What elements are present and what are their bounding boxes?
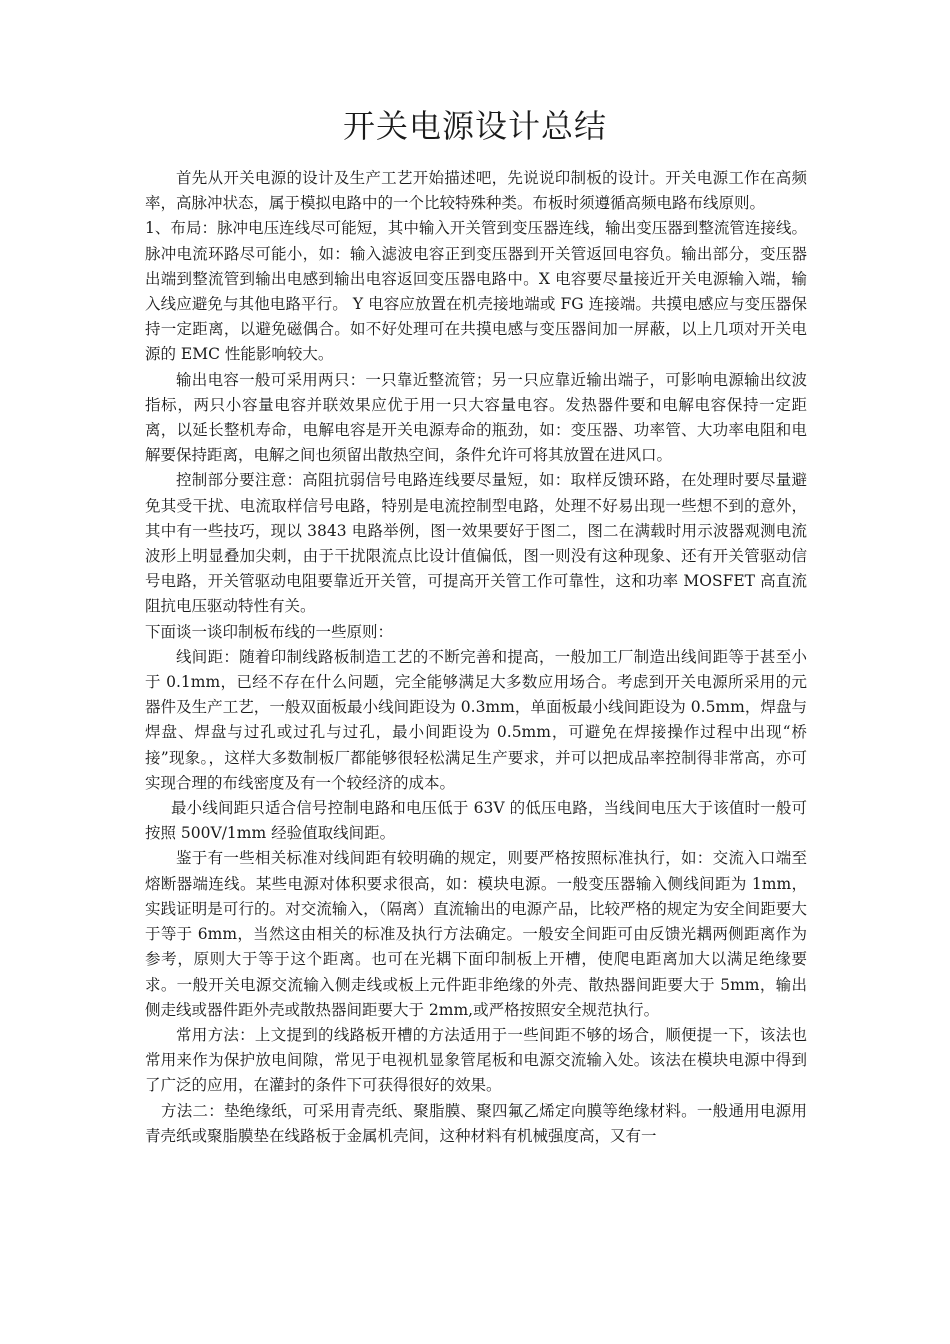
document-title: 开关电源设计总结 <box>342 107 607 145</box>
paragraph-output-capacitor: 输出电容一般可采用两只：一只靠近整流管；另一只应靠近输出端子，可影响电源输出纹波指标，两只小容量电容并联效果应优于用一只大容量电容。发热器件要和电解电容保持一定距离，以延长整机寿命，电解电容是开关电源寿命的瓶劲，如：变压器、功率管、大功率电阻和电解要保持距离，电解之间也须留出散热空间，条件允许可将其放置在进风口。 <box>145 370 807 465</box>
paragraph-control: 控制部分要注意：高阻抗弱信号电路连线要尽量短，如：取样反馈环路，在处理时要尽量避免其受干扰、电流取样信号电路，特别是电流控制型电路，处理不好易出现一些想不到的意外，其中有一些技巧，现以 3843 电路举例，图一效果要好于图二，图二在满载时用示波器观测电流波形上明显叠加尖刺，由于干扰限流点比设计值偏低，图一则没有这种现象、还有开关管驱动信号电路，开关管驱动电阻要靠近开关管，可提高开关管工作可靠性，这和功率 MOSFET 高直流阻抗电压驱动特性有关。 <box>145 471 807 616</box>
paragraph-method-2: 方法二：垫绝缘纸，可采用青壳纸、聚脂膜、聚四氟乙烯定向膜等绝缘材料。一般通用电源用青壳纸或聚脂膜垫在线路板于金属机壳间，这种材料有机械强度高，又有一 <box>145 1101 807 1145</box>
paragraph-method-1: 常用方法：上文提到的线路板开槽的方法适用于一些间距不够的场合，顺便提一下，该法也常用来作为保护放电间隙，常见于电视机显象管尾板和电源交流输入处。该法在模块电源中得到了广泛的应用，在灌封的条件下可获得很好的效果。 <box>145 1025 807 1095</box>
document-body <box>145 166 807 1149</box>
paragraph-standards: 鉴于有一些相关标准对线间距有较明确的规定，则要严格按照标准执行，如：交流入口端至熔断器端连线。某些电源对体积要求很高，如：模块电源。一般变压器输入侧线间距为 1mm，实践证明是可行的。对交流输入，（隔离）直流输出的电源产品，比较严格的规定为安全间距要大于等于 6mm，当然这由相关的标准及执行方法确定。一般安全间距可由反馈光耦两侧距离作为参考，原则大于等于这个距离。也可在光耦下面印制板上开槽，使爬电距离加大以满足绝缘要求。一般开关电源交流输入侧走线或板上元件距非绝缘的外壳、散热器间距要大于 5mm，输出侧走线或器件距外壳或散热器间距要大于 2mm,或严格按照安全规范执行。 <box>145 849 807 1019</box>
paragraph-layout: 1、布局：脉冲电压连线尽可能短，其中输入开关管到变压器连线，输出变压器到整流管连接线。脉冲电流环路尽可能小，如：输入滤波电容正到变压器到开关管返回电容负。输出部分，变压器出端到整流管到输出电感到输出电容返回变压器电路中。X 电容要尽量接近开关电源输入端，输入线应避免与其他电路平行。 Y 电容应放置在机壳接地端或 FG 连接端。共摸电感应与变压器保持一定距离，以避免磁偶合。如不好处理可在共摸电感与变压器间加一屏蔽，以上几项对开关电源的 EMC 性能影响较大。 <box>145 219 807 364</box>
paragraph-intro: 首先从开关电源的设计及生产工艺开始描述吧，先说说印制板的设计。开关电源工作在高频率，高脉冲状态，属于模拟电路中的一个比较特殊种类。布板时须遵循高频电路布线原则。 <box>145 169 807 213</box>
paragraph-routing-intro: 下面谈一谈印制板布线的一些原则： <box>145 622 394 641</box>
paragraph-line-spacing: 线间距：随着印制线路板制造工艺的不断完善和提高，一般加工厂制造出线间距等于甚至小于 0.1mm，已经不存在什么问题，完全能够满足大多数应用场合。考虑到开关电源所采用的元器件及生产工艺，一般双面板最小线间距设为 0.3mm，单面板最小线间距设为 0.5mm，焊盘与焊盘、焊盘与过孔或过孔与过孔，最小间距设为 0.5mm，可避免在焊接操作过程中出现“桥接”现象。，这样大多数制板厂都能够很轻松满足生产要求，并可以把成品率控制得非常高，亦可实现合理的布线密度及有一个较经济的成本。 <box>145 647 807 792</box>
paragraph-min-spacing: 最小线间距只适合信号控制电路和电压低于 63V 的低压电路，当线间电压大于该值时一般可按照 500V/1mm 经验值取线间距。 <box>145 799 807 843</box>
